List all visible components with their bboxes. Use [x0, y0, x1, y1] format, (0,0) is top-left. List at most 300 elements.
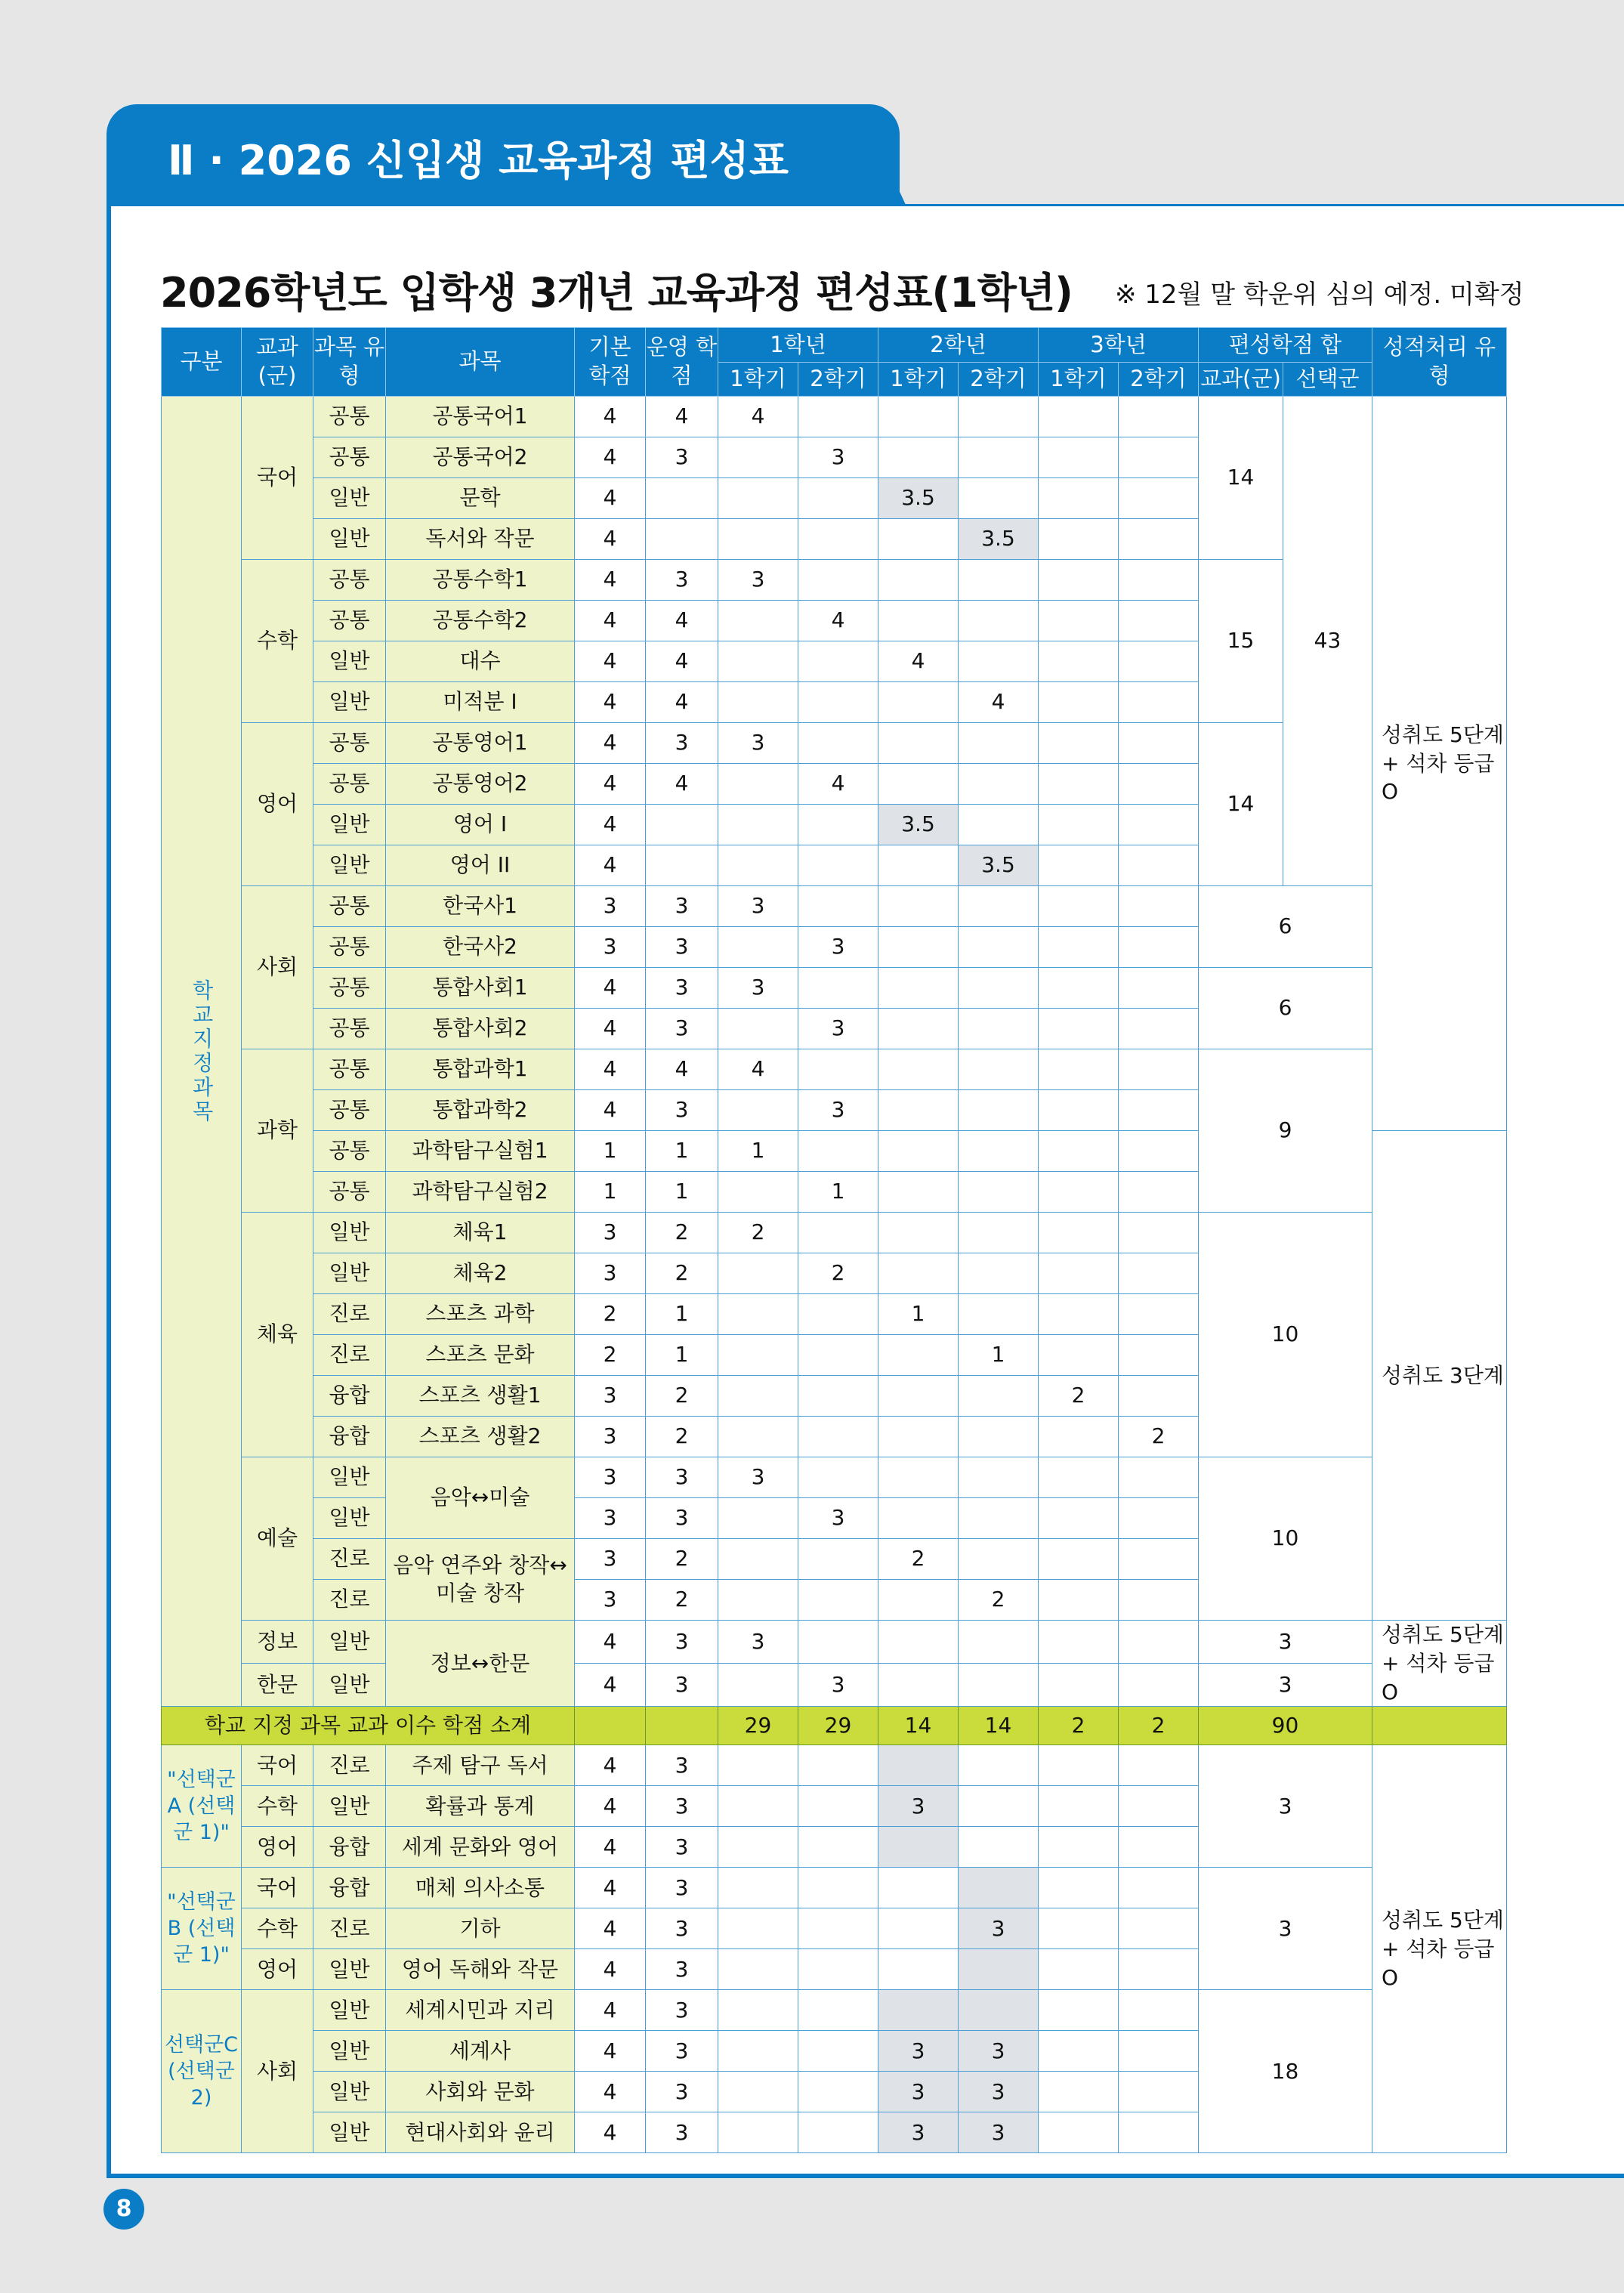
base-credit-cell: 4 — [575, 1949, 646, 1990]
base-credit-cell: 4 — [575, 1664, 646, 1707]
subject-cell: 한국사2 — [386, 927, 575, 968]
semester-credit-cell — [1039, 2072, 1119, 2112]
header-gyogwa: 교과 (군) — [242, 328, 313, 397]
semester-credit-cell: 3 — [878, 2072, 959, 2112]
semester-credit-cell — [1119, 1131, 1199, 1172]
op-credit-cell: 4 — [646, 682, 718, 723]
semester-credit-cell — [959, 601, 1039, 641]
semester-credit-cell: 2 — [878, 1539, 959, 1580]
semester-credit-cell: 3.5 — [959, 845, 1039, 886]
semester-credit-cell — [1039, 1539, 1119, 1580]
semester-credit-cell — [878, 845, 959, 886]
semester-credit-cell — [878, 1827, 959, 1868]
semester-credit-cell — [878, 1949, 959, 1990]
semester-credit-cell — [959, 1131, 1039, 1172]
semester-credit-cell: 1 — [718, 1131, 798, 1172]
semester-credit-cell — [798, 1621, 878, 1664]
semester-credit-cell — [878, 1172, 959, 1213]
semester-credit-cell — [1039, 682, 1119, 723]
semester-credit-cell: 3 — [798, 437, 878, 478]
header-y3-s1: 1학기 — [1039, 363, 1119, 397]
semester-credit-cell — [878, 1745, 959, 1786]
base-credit-cell: 4 — [575, 723, 646, 764]
semester-credit-cell — [718, 1868, 798, 1908]
semester-credit-cell — [798, 2031, 878, 2072]
semester-credit-cell — [1039, 2112, 1119, 2153]
subject-cell: 체육2 — [386, 1253, 575, 1294]
semester-credit-cell: 4 — [798, 601, 878, 641]
subtotal-row — [162, 1707, 1507, 1745]
gyogwa-cell: 정보 — [242, 1621, 313, 1664]
base-credit-cell: 3 — [575, 927, 646, 968]
subject-cell: 매체 의사소통 — [386, 1868, 575, 1908]
semester-credit-cell — [959, 1049, 1039, 1090]
gyogwa-cell: 수학 — [242, 1786, 313, 1827]
type-cell: 공통 — [313, 1009, 386, 1049]
subtotal-value: 29 — [718, 1707, 798, 1745]
semester-credit-cell — [1119, 1621, 1199, 1664]
type-cell: 일반 — [313, 1621, 386, 1664]
base-credit-cell: 3 — [575, 1498, 646, 1539]
semester-credit-cell — [1039, 641, 1119, 682]
semester-credit-cell — [878, 519, 959, 560]
header-y3-s2: 2학기 — [1119, 363, 1199, 397]
semester-credit-cell — [798, 1294, 878, 1335]
semester-credit-cell — [1119, 682, 1199, 723]
op-credit-cell: 3 — [646, 1868, 718, 1908]
subject-cell: 통합사회1 — [386, 968, 575, 1009]
semester-credit-cell — [798, 519, 878, 560]
subject-cell: 주제 탐구 독서 — [386, 1745, 575, 1786]
op-credit-cell: 4 — [646, 641, 718, 682]
semester-credit-cell: 2 — [718, 1213, 798, 1253]
semester-credit-cell — [1119, 1745, 1199, 1786]
semester-credit-cell — [798, 1335, 878, 1376]
semester-credit-cell — [1119, 1827, 1199, 1868]
semester-credit-cell — [1119, 519, 1199, 560]
op-credit-cell: 3 — [646, 1827, 718, 1868]
subject-cell: 스포츠 과학 — [386, 1294, 575, 1335]
base-credit-cell: 4 — [575, 641, 646, 682]
semester-credit-cell — [1039, 723, 1119, 764]
op-credit-cell: 2 — [646, 1213, 718, 1253]
type-cell: 일반 — [313, 1213, 386, 1253]
semester-credit-cell — [718, 1090, 798, 1131]
gyogwa-cell: 사회 — [242, 886, 313, 1049]
type-cell: 일반 — [313, 1457, 386, 1498]
semester-credit-cell — [1119, 1949, 1199, 1990]
semester-credit-cell — [1119, 1786, 1199, 1827]
type-cell: 진로 — [313, 1294, 386, 1335]
semester-credit-cell — [1119, 1664, 1199, 1707]
semester-credit-cell — [718, 805, 798, 845]
sum-gyogwa-cell: 14 — [1199, 397, 1283, 560]
semester-credit-cell — [959, 1990, 1039, 2031]
subtotal-sum: 90 — [1199, 1707, 1372, 1745]
type-cell: 공통 — [313, 764, 386, 805]
type-cell: 진로 — [313, 1745, 386, 1786]
semester-credit-cell — [1039, 886, 1119, 927]
semester-credit-cell — [1119, 805, 1199, 845]
semester-credit-cell — [959, 397, 1039, 437]
subtotal-value: 14 — [878, 1707, 959, 1745]
semester-credit-cell: 3.5 — [959, 519, 1039, 560]
semester-credit-cell — [798, 641, 878, 682]
semester-credit-cell: 4 — [959, 682, 1039, 723]
semester-credit-cell — [798, 1745, 878, 1786]
type-cell: 공통 — [313, 560, 386, 601]
semester-credit-cell — [1039, 764, 1119, 805]
op-credit-cell: 3 — [646, 927, 718, 968]
semester-credit-cell — [1119, 1580, 1199, 1621]
gyogwa-cell: 과학 — [242, 1049, 313, 1213]
base-credit-cell: 3 — [575, 886, 646, 927]
section-title: Ⅱ · 2026 신입생 교육과정 편성표 — [168, 137, 789, 184]
semester-credit-cell — [1119, 1172, 1199, 1213]
semester-credit-cell — [1039, 560, 1119, 601]
semester-credit-cell — [878, 764, 959, 805]
semester-credit-cell — [1119, 2112, 1199, 2153]
semester-credit-cell — [1039, 1868, 1119, 1908]
semester-credit-cell — [878, 1253, 959, 1294]
gyogwa-cell: 국어 — [242, 397, 313, 560]
semester-credit-cell — [1039, 1213, 1119, 1253]
gyogwa-cell: 체육 — [242, 1213, 313, 1457]
elective-row — [162, 1745, 1507, 1786]
gyogwa-cell: 영어 — [242, 1827, 313, 1868]
header-base: 기본 학점 — [575, 328, 646, 397]
gyogwa-cell: 한문 — [242, 1664, 313, 1707]
base-credit-cell: 4 — [575, 1621, 646, 1664]
gyogwa-cell: 국어 — [242, 1868, 313, 1908]
op-credit-cell: 4 — [646, 1049, 718, 1090]
semester-credit-cell — [718, 1786, 798, 1827]
op-credit-cell: 2 — [646, 1580, 718, 1621]
semester-credit-cell — [718, 1539, 798, 1580]
semester-credit-cell — [1119, 1090, 1199, 1131]
subtotal-value: 14 — [959, 1707, 1039, 1745]
semester-credit-cell — [878, 601, 959, 641]
header-year2: 2학년 — [878, 328, 1039, 363]
type-cell: 일반 — [313, 1664, 386, 1707]
semester-credit-cell — [718, 1949, 798, 1990]
header-op: 운영 학점 — [646, 328, 718, 397]
subject-cell: 한국사1 — [386, 886, 575, 927]
op-credit-cell: 2 — [646, 1539, 718, 1580]
semester-credit-cell — [718, 1908, 798, 1949]
semester-credit-cell — [959, 1172, 1039, 1213]
semester-credit-cell — [798, 1580, 878, 1621]
semester-credit-cell — [1119, 1294, 1199, 1335]
sum-cell: 18 — [1199, 1990, 1372, 2153]
table-row — [162, 1213, 1507, 1253]
semester-credit-cell — [878, 560, 959, 601]
semester-credit-cell — [718, 601, 798, 641]
subject-cell: 공통수학1 — [386, 560, 575, 601]
semester-credit-cell — [878, 1868, 959, 1908]
semester-credit-cell — [878, 886, 959, 927]
base-credit-cell: 4 — [575, 601, 646, 641]
semester-credit-cell — [1119, 927, 1199, 968]
subject-cell: 문학 — [386, 478, 575, 519]
semester-credit-cell — [959, 1664, 1039, 1707]
elective-group-a: "선택군 A (선택군 1)" — [162, 1745, 242, 1868]
subject-cell: 스포츠 문화 — [386, 1335, 575, 1376]
type-cell: 진로 — [313, 1335, 386, 1376]
semester-credit-cell — [1039, 1664, 1119, 1707]
semester-credit-cell — [1039, 1457, 1119, 1498]
subject-cell: 음악↔미술 — [386, 1457, 575, 1539]
semester-credit-cell — [1119, 1049, 1199, 1090]
type-cell: 진로 — [313, 1539, 386, 1580]
base-credit-cell: 1 — [575, 1131, 646, 1172]
sum-cell: 6 — [1199, 886, 1372, 968]
sum-cell: 10 — [1199, 1457, 1372, 1621]
table-row — [162, 886, 1507, 927]
semester-credit-cell — [718, 1745, 798, 1786]
type-cell: 공통 — [313, 1131, 386, 1172]
gyogwa-cell: 사회 — [242, 1990, 313, 2153]
semester-credit-cell — [878, 723, 959, 764]
base-credit-cell: 2 — [575, 1335, 646, 1376]
subject-cell: 음악 연주와 창작↔미술 창작 — [386, 1539, 575, 1621]
type-cell: 일반 — [313, 1990, 386, 2031]
semester-credit-cell — [1039, 1090, 1119, 1131]
semester-credit-cell — [718, 764, 798, 805]
table-row — [162, 1457, 1507, 1498]
op-credit-cell: 3 — [646, 560, 718, 601]
sum-gyogwa-cell: 14 — [1199, 723, 1283, 886]
subtotal-label: 학교 지정 과목 교과 이수 학점 소계 — [162, 1707, 575, 1745]
semester-credit-cell: 3.5 — [878, 805, 959, 845]
semester-credit-cell — [798, 1786, 878, 1827]
op-credit-cell: 4 — [646, 601, 718, 641]
semester-credit-cell — [1119, 845, 1199, 886]
sum-cell: 3 — [1199, 1745, 1372, 1868]
semester-credit-cell — [959, 1457, 1039, 1498]
type-cell: 공통 — [313, 601, 386, 641]
semester-credit-cell — [1119, 1868, 1199, 1908]
type-cell: 공통 — [313, 1049, 386, 1090]
elective-row — [162, 1868, 1507, 1908]
base-credit-cell: 3 — [575, 1376, 646, 1417]
type-cell: 진로 — [313, 1580, 386, 1621]
semester-credit-cell — [718, 1294, 798, 1335]
base-credit-cell: 4 — [575, 805, 646, 845]
sum-cell: 9 — [1199, 1049, 1372, 1213]
base-credit-cell: 3 — [575, 1580, 646, 1621]
gyogwa-cell: 수학 — [242, 1908, 313, 1949]
semester-credit-cell — [718, 927, 798, 968]
semester-credit-cell — [1039, 1990, 1119, 2031]
subject-cell: 과학탐구실험1 — [386, 1131, 575, 1172]
op-credit-cell — [646, 478, 718, 519]
table-row — [162, 1664, 1507, 1707]
sum-core-cell: 43 — [1283, 397, 1372, 886]
semester-credit-cell — [798, 886, 878, 927]
semester-credit-cell — [959, 1009, 1039, 1049]
semester-credit-cell: 4 — [718, 1049, 798, 1090]
op-credit-cell: 1 — [646, 1131, 718, 1172]
semester-credit-cell — [959, 1294, 1039, 1335]
semester-credit-cell — [959, 968, 1039, 1009]
semester-credit-cell — [959, 478, 1039, 519]
semester-credit-cell — [1119, 1213, 1199, 1253]
semester-credit-cell: 3 — [718, 968, 798, 1009]
semester-credit-cell — [1119, 397, 1199, 437]
subject-cell: 통합사회2 — [386, 1009, 575, 1049]
op-credit-cell: 3 — [646, 1990, 718, 2031]
subtotal-base — [575, 1707, 646, 1745]
semester-credit-cell — [1119, 886, 1199, 927]
semester-credit-cell: 3 — [959, 1908, 1039, 1949]
op-credit-cell: 3 — [646, 1090, 718, 1131]
semester-credit-cell — [878, 1621, 959, 1664]
op-credit-cell: 3 — [646, 2112, 718, 2153]
base-credit-cell: 4 — [575, 2031, 646, 2072]
type-cell: 융합 — [313, 1827, 386, 1868]
elective-group-b: "선택군 B (선택군 1)" — [162, 1868, 242, 1990]
base-credit-cell: 4 — [575, 1786, 646, 1827]
type-cell: 공통 — [313, 397, 386, 437]
semester-credit-cell — [798, 1827, 878, 1868]
elective-row — [162, 1990, 1507, 2031]
subject-cell: 독서와 작문 — [386, 519, 575, 560]
semester-credit-cell — [1039, 805, 1119, 845]
semester-credit-cell — [1039, 397, 1119, 437]
semester-credit-cell — [959, 1090, 1039, 1131]
base-credit-cell: 4 — [575, 1049, 646, 1090]
semester-credit-cell — [718, 641, 798, 682]
gyogwa-cell: 국어 — [242, 1745, 313, 1786]
semester-credit-cell — [1039, 1253, 1119, 1294]
semester-credit-cell — [959, 1376, 1039, 1417]
subject-cell: 공통영어2 — [386, 764, 575, 805]
type-cell: 공통 — [313, 1172, 386, 1213]
op-credit-cell: 3 — [646, 2031, 718, 2072]
header-sum-gyogwa: 교과(군) — [1199, 363, 1283, 397]
subject-cell: 과학탐구실험2 — [386, 1172, 575, 1213]
table-row — [162, 968, 1507, 1009]
header-type: 과목 유형 — [313, 328, 386, 397]
op-credit-cell — [646, 845, 718, 886]
semester-credit-cell — [959, 1253, 1039, 1294]
base-credit-cell: 1 — [575, 1172, 646, 1213]
semester-credit-cell — [718, 519, 798, 560]
semester-credit-cell — [1039, 1908, 1119, 1949]
gyogwa-cell: 예술 — [242, 1457, 313, 1621]
op-credit-cell: 3 — [646, 1457, 718, 1498]
semester-credit-cell: 1 — [878, 1294, 959, 1335]
semester-credit-cell — [798, 478, 878, 519]
semester-credit-cell: 3 — [718, 1457, 798, 1498]
semester-credit-cell: 3 — [878, 1786, 959, 1827]
semester-credit-cell — [1039, 1172, 1119, 1213]
type-cell: 일반 — [313, 478, 386, 519]
base-credit-cell: 4 — [575, 1908, 646, 1949]
grade-type-cell: 성취도 5단계 + 석차 등급O — [1372, 397, 1507, 1131]
semester-credit-cell: 3 — [878, 2031, 959, 2072]
semester-credit-cell — [1039, 478, 1119, 519]
op-credit-cell: 1 — [646, 1294, 718, 1335]
semester-credit-cell — [718, 2072, 798, 2112]
semester-credit-cell — [878, 437, 959, 478]
header-gubun: 구분 — [162, 328, 242, 397]
subject-cell: 스포츠 생활2 — [386, 1417, 575, 1457]
page-number: 8 — [103, 2189, 144, 2230]
semester-credit-cell — [798, 1949, 878, 1990]
base-credit-cell: 4 — [575, 519, 646, 560]
subject-cell: 세계사 — [386, 2031, 575, 2072]
gyogwa-cell: 영어 — [242, 723, 313, 886]
type-cell: 일반 — [313, 2112, 386, 2153]
op-credit-cell: 3 — [646, 1621, 718, 1664]
type-cell: 공통 — [313, 968, 386, 1009]
semester-credit-cell — [1039, 601, 1119, 641]
subtotal-value: 2 — [1039, 1707, 1119, 1745]
subject-cell: 스포츠 생활1 — [386, 1376, 575, 1417]
semester-credit-cell — [718, 1990, 798, 2031]
subject-cell: 세계시민과 지리 — [386, 1990, 575, 2031]
semester-credit-cell — [798, 968, 878, 1009]
semester-credit-cell — [959, 1498, 1039, 1539]
semester-credit-cell — [1039, 1294, 1119, 1335]
semester-credit-cell — [798, 2112, 878, 2153]
type-cell: 일반 — [313, 2031, 386, 2072]
semester-credit-cell: 1 — [798, 1172, 878, 1213]
header-y1-s2: 2학기 — [798, 363, 878, 397]
semester-credit-cell — [718, 1498, 798, 1539]
op-credit-cell: 3 — [646, 437, 718, 478]
semester-credit-cell — [959, 1213, 1039, 1253]
type-cell: 일반 — [313, 1498, 386, 1539]
base-credit-cell: 4 — [575, 845, 646, 886]
base-credit-cell: 3 — [575, 1213, 646, 1253]
semester-credit-cell — [959, 805, 1039, 845]
semester-credit-cell — [798, 682, 878, 723]
type-cell: 융합 — [313, 1417, 386, 1457]
semester-credit-cell — [1119, 968, 1199, 1009]
semester-credit-cell — [1039, 968, 1119, 1009]
subject-cell: 통합과학2 — [386, 1090, 575, 1131]
semester-credit-cell — [878, 1049, 959, 1090]
semester-credit-cell: 1 — [959, 1335, 1039, 1376]
semester-credit-cell — [798, 1990, 878, 2031]
semester-credit-cell — [798, 1213, 878, 1253]
semester-credit-cell — [878, 1664, 959, 1707]
semester-credit-cell — [1119, 601, 1199, 641]
op-credit-cell: 3 — [646, 2072, 718, 2112]
semester-credit-cell — [798, 560, 878, 601]
gyogwa-cell: 영어 — [242, 1949, 313, 1990]
semester-credit-cell — [798, 723, 878, 764]
semester-credit-cell: 3 — [718, 560, 798, 601]
type-cell: 융합 — [313, 1376, 386, 1417]
semester-credit-cell — [1119, 1990, 1199, 2031]
document-note: ※ 12월 말 학운위 심의 예정. 미확정 — [1115, 280, 1524, 310]
semester-credit-cell — [1119, 1498, 1199, 1539]
semester-credit-cell — [1119, 478, 1199, 519]
grade-type-cell: 성취도 5단계 + 석차 등급O — [1372, 1621, 1507, 1707]
semester-credit-cell — [1039, 437, 1119, 478]
semester-credit-cell: 3 — [959, 2031, 1039, 2072]
base-credit-cell: 4 — [575, 1745, 646, 1786]
semester-credit-cell — [798, 1908, 878, 1949]
subject-cell: 정보↔한문 — [386, 1621, 575, 1707]
table-row — [162, 397, 1507, 437]
semester-credit-cell — [718, 2031, 798, 2072]
semester-credit-cell — [1039, 1827, 1119, 1868]
